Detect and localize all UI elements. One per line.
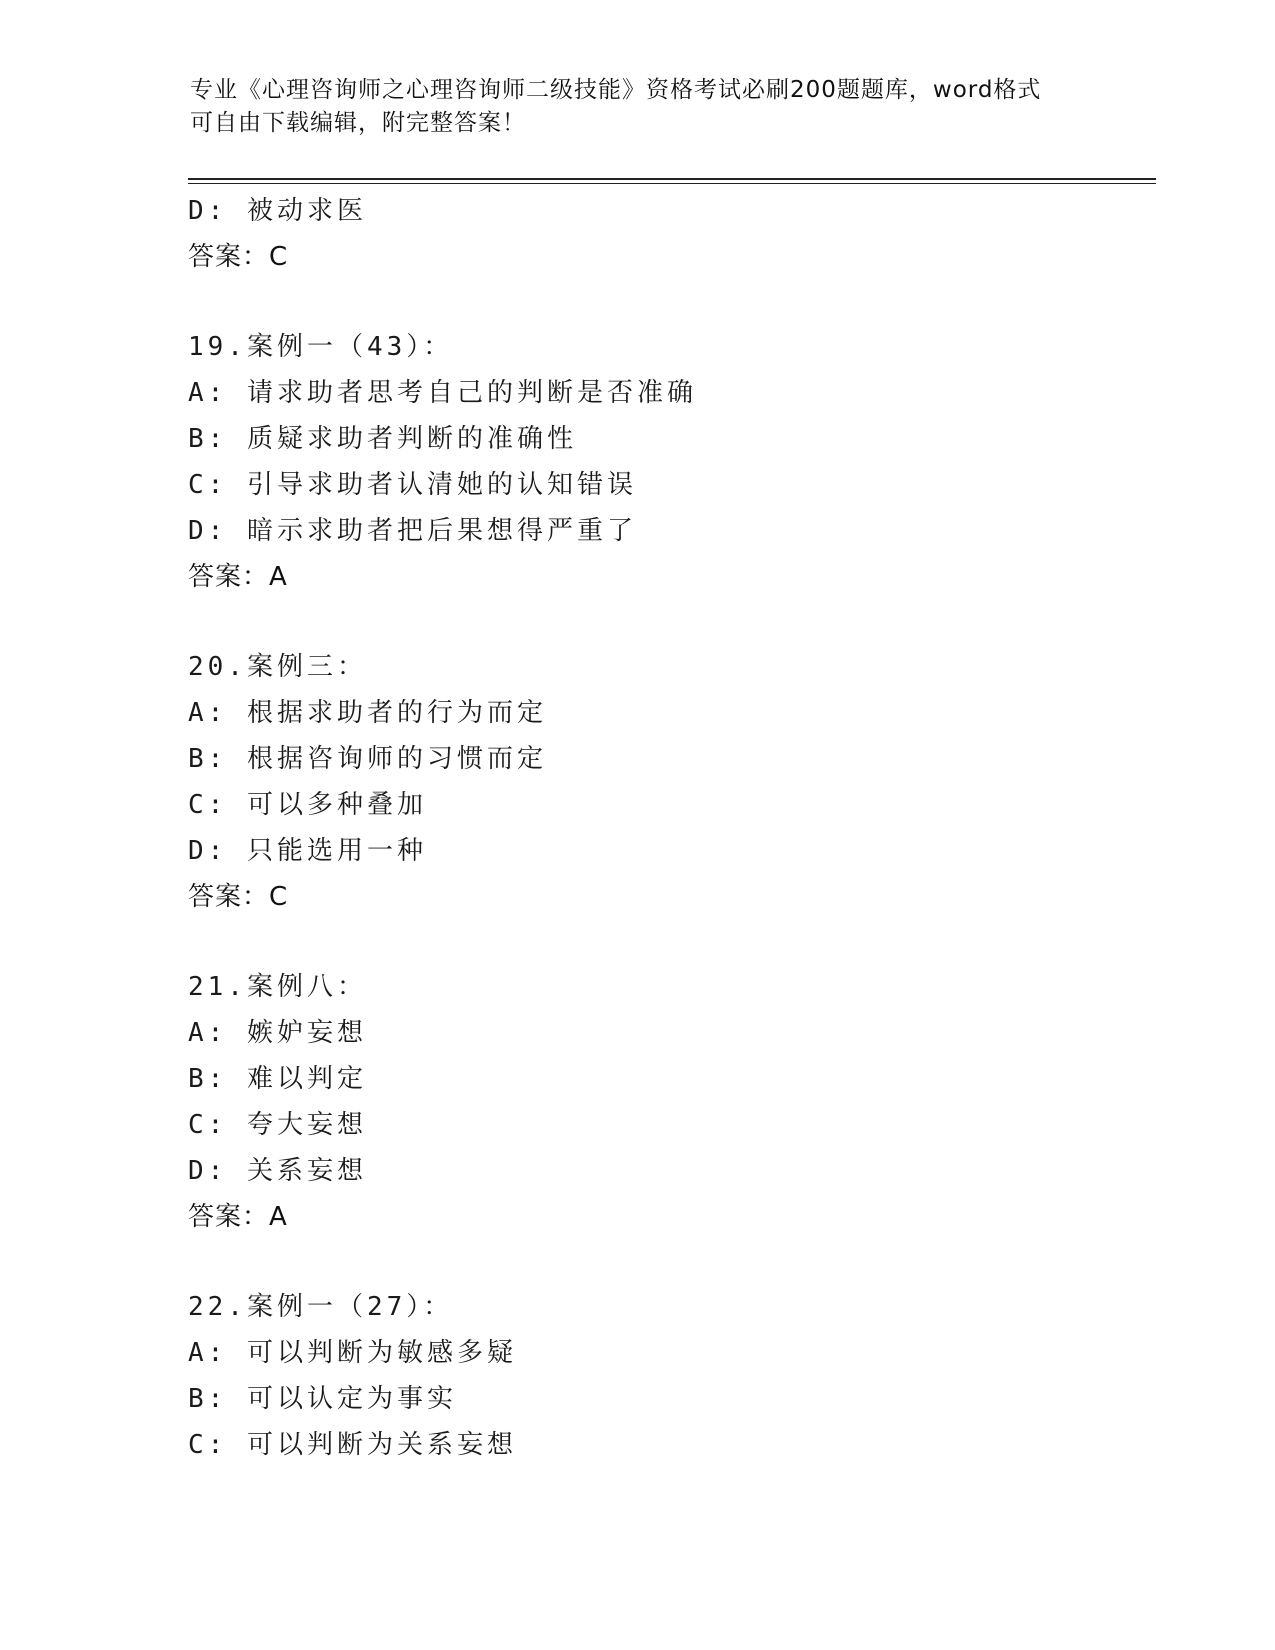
question-18-continuation bbox=[188, 188, 1088, 280]
option-a: A: 嫉妒妄想 bbox=[188, 1018, 367, 1048]
option-a: A: 根据求助者的行为而定 bbox=[188, 698, 547, 728]
option-b: B: 难以判定 bbox=[188, 1064, 367, 1094]
question-title: 21.案例八： bbox=[188, 972, 367, 1002]
header-title-line-2: 可自由下载编辑，附完整答案！ bbox=[190, 110, 526, 136]
option-b: B: 可以认定为事实 bbox=[188, 1384, 457, 1414]
question-21 bbox=[188, 964, 1088, 1240]
answer-line: 答案：C bbox=[188, 242, 289, 272]
option-c: C: 引导求助者认清她的认知错误 bbox=[188, 470, 637, 500]
option-d: D: 暗示求助者把后果想得严重了 bbox=[188, 516, 637, 546]
option-d: D: 关系妄想 bbox=[188, 1156, 367, 1186]
option-b: B: 根据咨询师的习惯而定 bbox=[188, 744, 547, 774]
option-d: D: 只能选用一种 bbox=[188, 836, 427, 866]
spacer bbox=[188, 280, 1088, 324]
question-title: 22.案例一（27）： bbox=[188, 1292, 454, 1322]
document-body bbox=[188, 188, 1088, 1468]
option-a: A: 可以判断为敏感多疑 bbox=[188, 1338, 517, 1368]
question-title: 20.案例三： bbox=[188, 652, 367, 682]
option-d: D: 被动求医 bbox=[188, 196, 367, 226]
question-title: 19.案例一（43）： bbox=[188, 332, 454, 362]
option-c: C: 夸大妄想 bbox=[188, 1110, 367, 1140]
spacer bbox=[188, 600, 1088, 644]
document-header bbox=[190, 74, 1090, 140]
question-19 bbox=[188, 324, 1088, 600]
spacer bbox=[188, 1240, 1088, 1284]
option-b: B: 质疑求助者判断的准确性 bbox=[188, 424, 577, 454]
option-a: A: 请求助者思考自己的判断是否准确 bbox=[188, 378, 697, 408]
spacer bbox=[188, 920, 1088, 964]
header-title-line-1: 专业《心理咨询师之心理咨询师二级技能》资格考试必刷200题题库，word格式 bbox=[190, 77, 1042, 103]
answer-line: 答案：A bbox=[188, 1202, 288, 1232]
header-divider-thick bbox=[188, 178, 1156, 180]
option-c: C: 可以判断为关系妄想 bbox=[188, 1430, 517, 1460]
option-c: C: 可以多种叠加 bbox=[188, 790, 427, 820]
question-20 bbox=[188, 644, 1088, 920]
answer-line: 答案：A bbox=[188, 562, 288, 592]
question-22 bbox=[188, 1284, 1088, 1468]
header-divider-thin bbox=[188, 183, 1156, 184]
answer-line: 答案：C bbox=[188, 882, 289, 912]
